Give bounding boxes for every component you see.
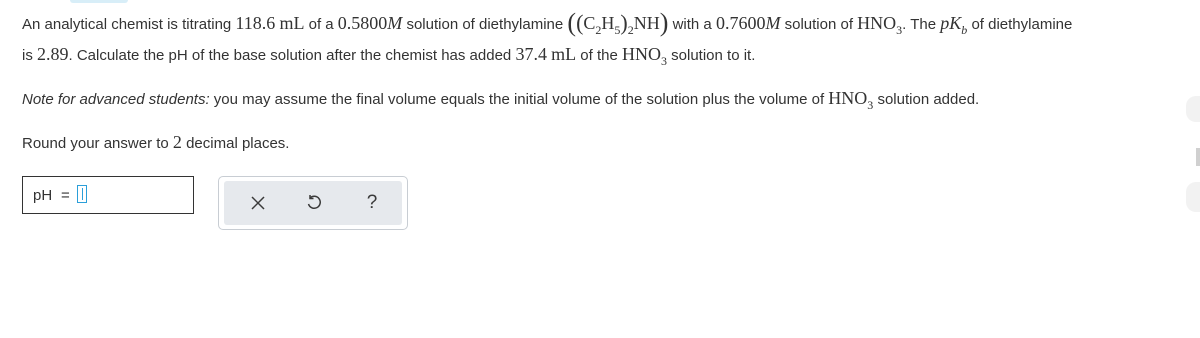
undo-button[interactable] bbox=[302, 191, 326, 215]
x-icon bbox=[251, 196, 265, 210]
help-button[interactable] bbox=[360, 191, 384, 215]
formula-inner-close-paren: ) bbox=[620, 10, 628, 35]
text: is bbox=[22, 47, 37, 64]
pkb-p: p bbox=[940, 13, 950, 33]
answer-tools-bar bbox=[224, 181, 402, 225]
pkb-sub-b: b bbox=[961, 23, 968, 37]
formula-sub: 3 bbox=[896, 23, 903, 37]
answer-tools-panel bbox=[218, 176, 408, 230]
formula-hno: HNO bbox=[857, 13, 897, 33]
unit-molar: M bbox=[765, 13, 781, 33]
text: solution added. bbox=[873, 91, 980, 108]
unit-ml: mL bbox=[279, 13, 305, 33]
formula-nh: NH bbox=[633, 13, 660, 33]
text: of a bbox=[304, 16, 338, 33]
question-line-4 bbox=[22, 132, 289, 153]
ph-answer-input[interactable] bbox=[77, 185, 87, 203]
ph-label: pH bbox=[33, 187, 53, 204]
equals-sign: = bbox=[61, 187, 70, 204]
formula-hno: HNO bbox=[622, 44, 661, 64]
side-panel-edge bbox=[1186, 96, 1200, 122]
text: of the bbox=[576, 47, 622, 64]
top-tab-indicator bbox=[70, 0, 128, 3]
formula-c: C bbox=[583, 13, 596, 33]
concentration-value: 0.5800 bbox=[337, 13, 388, 33]
text: solution of bbox=[780, 16, 858, 33]
formula-sub: 2 bbox=[627, 23, 634, 37]
text: of diethylamine bbox=[967, 16, 1073, 33]
unit-ml: mL bbox=[551, 44, 577, 64]
text: solution to it. bbox=[667, 47, 756, 64]
volume-value: 37.4 bbox=[515, 44, 547, 64]
pkb-k: K bbox=[949, 13, 962, 33]
text-cursor bbox=[82, 188, 83, 200]
formula-open-paren: ( bbox=[567, 8, 577, 37]
question-line-2 bbox=[22, 44, 756, 68]
text: . The bbox=[902, 16, 941, 33]
side-panel-edge bbox=[1186, 182, 1200, 212]
text: Round your answer to bbox=[22, 135, 173, 152]
question-line-1 bbox=[22, 6, 1072, 36]
side-panel-marker bbox=[1196, 148, 1200, 166]
formula-sub: 5 bbox=[614, 23, 621, 37]
formula-sub: 2 bbox=[595, 23, 602, 37]
volume-value: 118.6 bbox=[235, 13, 276, 33]
formula-sub: 3 bbox=[867, 98, 874, 112]
text: you may assume the final volume equals the initial volume of the solution plus the volume of bbox=[209, 91, 829, 108]
text: . Calculate the pH of the base solution after the chemist has added bbox=[68, 47, 516, 64]
clear-button[interactable] bbox=[246, 191, 270, 215]
text: decimal places. bbox=[181, 135, 290, 152]
note-label: Note for advanced students: bbox=[22, 91, 210, 108]
formula-sub: 3 bbox=[661, 54, 667, 68]
formula-hno: HNO bbox=[828, 88, 868, 108]
pkb-value: 2.89 bbox=[37, 44, 69, 64]
text: with a bbox=[668, 16, 716, 33]
question-line-3 bbox=[22, 88, 980, 112]
answer-box bbox=[22, 176, 194, 214]
concentration-value: 0.7600 bbox=[715, 13, 766, 33]
unit-molar: M bbox=[387, 13, 403, 33]
decimals-value: 2 bbox=[172, 132, 182, 152]
question-icon: ? bbox=[366, 192, 378, 213]
formula-close-paren: ) bbox=[659, 8, 669, 37]
formula-inner-open-paren: ( bbox=[576, 10, 584, 35]
undo-icon bbox=[305, 194, 323, 212]
text: An analytical chemist is titrating bbox=[22, 16, 236, 33]
formula-h: H bbox=[601, 13, 615, 33]
text: solution of diethylamine bbox=[402, 16, 568, 33]
